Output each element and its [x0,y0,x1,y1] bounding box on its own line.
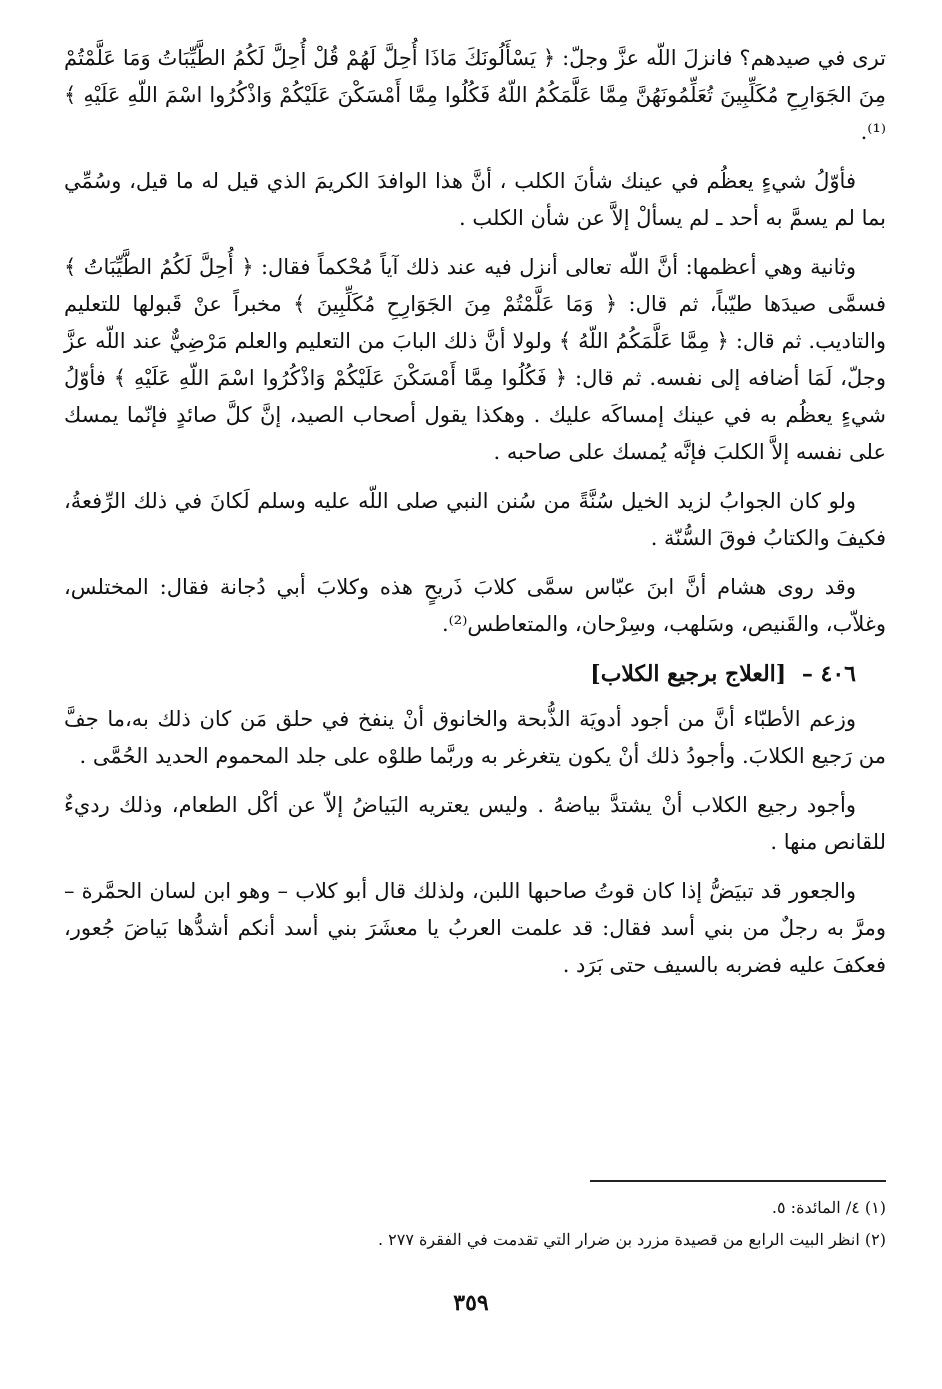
page-number: ٣٥٩ [453,1290,489,1316]
footnotes [64,1192,886,1256]
page-body [64,40,886,996]
footnote-1: (١) ٤/ المائدة: ٥. [771,1198,886,1217]
section-paragraph-3: والجعور قد تبيَضُّ إذا كان قوتُ صاحبها اللبن، ولذلك قال أبو كلاب – وهو ابن لسان الحمَّرة – ومرَّ به رجلٌ من بني أسد فقال: قد علمت العربُ يا معشَرَ بني أسد أنكم أشدُّها بَياضَ جُعور، فعكفَ عليه فضربه بالسيف حتى بَرَد . [64,879,886,977]
section-number: ٤٠٦ – [801,661,856,687]
paragraph-3: وثانية وهي أعظمها: أنَّ اللّه تعالى أنزل فيه عند ذلك آياً مُحْكماً فقال: ﴿ أُحِلَّ لَكُمُ الطَّيِّبَاتُ ﴾ فسمَّى صيدَها طيّباً، ثم قال: ﴿ وَمَا عَلَّمْتُمْ مِنَ الجَوَارِحِ مُكَلِّبِينَ ﴾ مخبراً عنْ قَبولها للتعليم والتاديب. ثم قال: ﴿ مِمَّا عَلَّمَكُمُ اللّهُ ﴾ ولولا أنَّ ذلك البابَ من التعليم والعلم مَرْضِيٌّ عند اللّه عزَّ وجلّ، لَمَا أضافه إلى نفسه. ثم قال: ﴿ فَكُلُوا مِمَّا أَمْسَكْنَ عَلَيْكُمْ وَاذْكُرُوا اسْمَ اللّهِ عَلَيْهِ ﴾ فأوّلُ شيءٍ يعظُم به في عينك إمساكَه عليك . وهكذا يقول أصحاب الصيد، إنَّ كلَّ صائدٍ فإنّما يمسك على نفسه إلاَّ الكلبَ فإنَّه يُمسك على صاحبه . [64,255,886,464]
footnote-2: (٢) انظر البيت الرابع من قصيدة مزرد بن ضرار التي تقدمت في الفقرة ٢٧٧ . [377,1230,886,1249]
section-title: [العلاج برجيع الكلاب] [590,661,787,687]
paragraph-4: ولو كان الجوابُ لزيد الخيل سُنَّةً من سُنن النبي صلى اللّه عليه وسلم لَكانَ في ذلك الرِّفعةُ، فكيفَ والكتابُ فوقَ السُّنّة . [64,489,886,550]
section-paragraph-1: وزعم الأطبّاء أنَّ من أجود أدويَة الذُّبحة والخانوق أنْ ينفخ في حلق مَن كان ذلك به،ما جفَّ من رَجيع الكلابَ. وأجودُ ذلك أنْ يكون يتغرغر به وربَّما طلوْه على جلد المحموم الحديد الحُمَّى . [64,707,886,768]
paragraph-2: فأوّلُ شيءٍ يعظُم في عينك شأنَ الكلب ، أنَّ هذا الوافدَ الكريمَ الذي قيل له ما قيل، وسُمِّي بما لم يسمَّ به أحد ـ لم يسألْ إلاَّ عن شأن الكلب . [64,169,886,230]
paragraph-5: وقد روى هشام أنَّ ابنَ عبّاس سمَّى كلابَ ذَريحٍ هذه وكلابَ أبي دُجانة فقال: المختلس، وغلاّب، والقَنيص، وسَلهب، وسِرْحان، والمتعاطس⁽²⁾. [64,575,886,636]
footnote-divider [590,1180,886,1182]
section-heading [64,655,856,693]
paragraph-1: ترى في صيدهم؟ فانزلَ اللّه عزَّ وجلّ: ﴿ يَسْأَلُونَكَ مَاذَا أُحِلَّ لَهُمْ قُلْ أُحِلَّ لَكُمُ الطَّيِّبَاتُ وَمَا عَلَّمْتُمْ مِنَ الجَوَارِحِ مُكَلِّبِينَ تُعَلِّمُونَهُنَّ مِمَّا عَلَّمَكُمُ اللّهُ فَكُلُوا مِمَّا أَمْسَكْنَ عَلَيْكُمْ وَاذْكُرُوا اسْمَ اللّهِ عَلَيْهِ ﴾⁽¹⁾. [64,46,886,144]
section-paragraph-2: وأجود رجيع الكلاب أنْ يشتدَّ بياضهُ . وليس يعتريه البَياضُ إلاّ عن أكْل الطعام، وذلك رديءٌ للقانص منها . [64,793,886,854]
